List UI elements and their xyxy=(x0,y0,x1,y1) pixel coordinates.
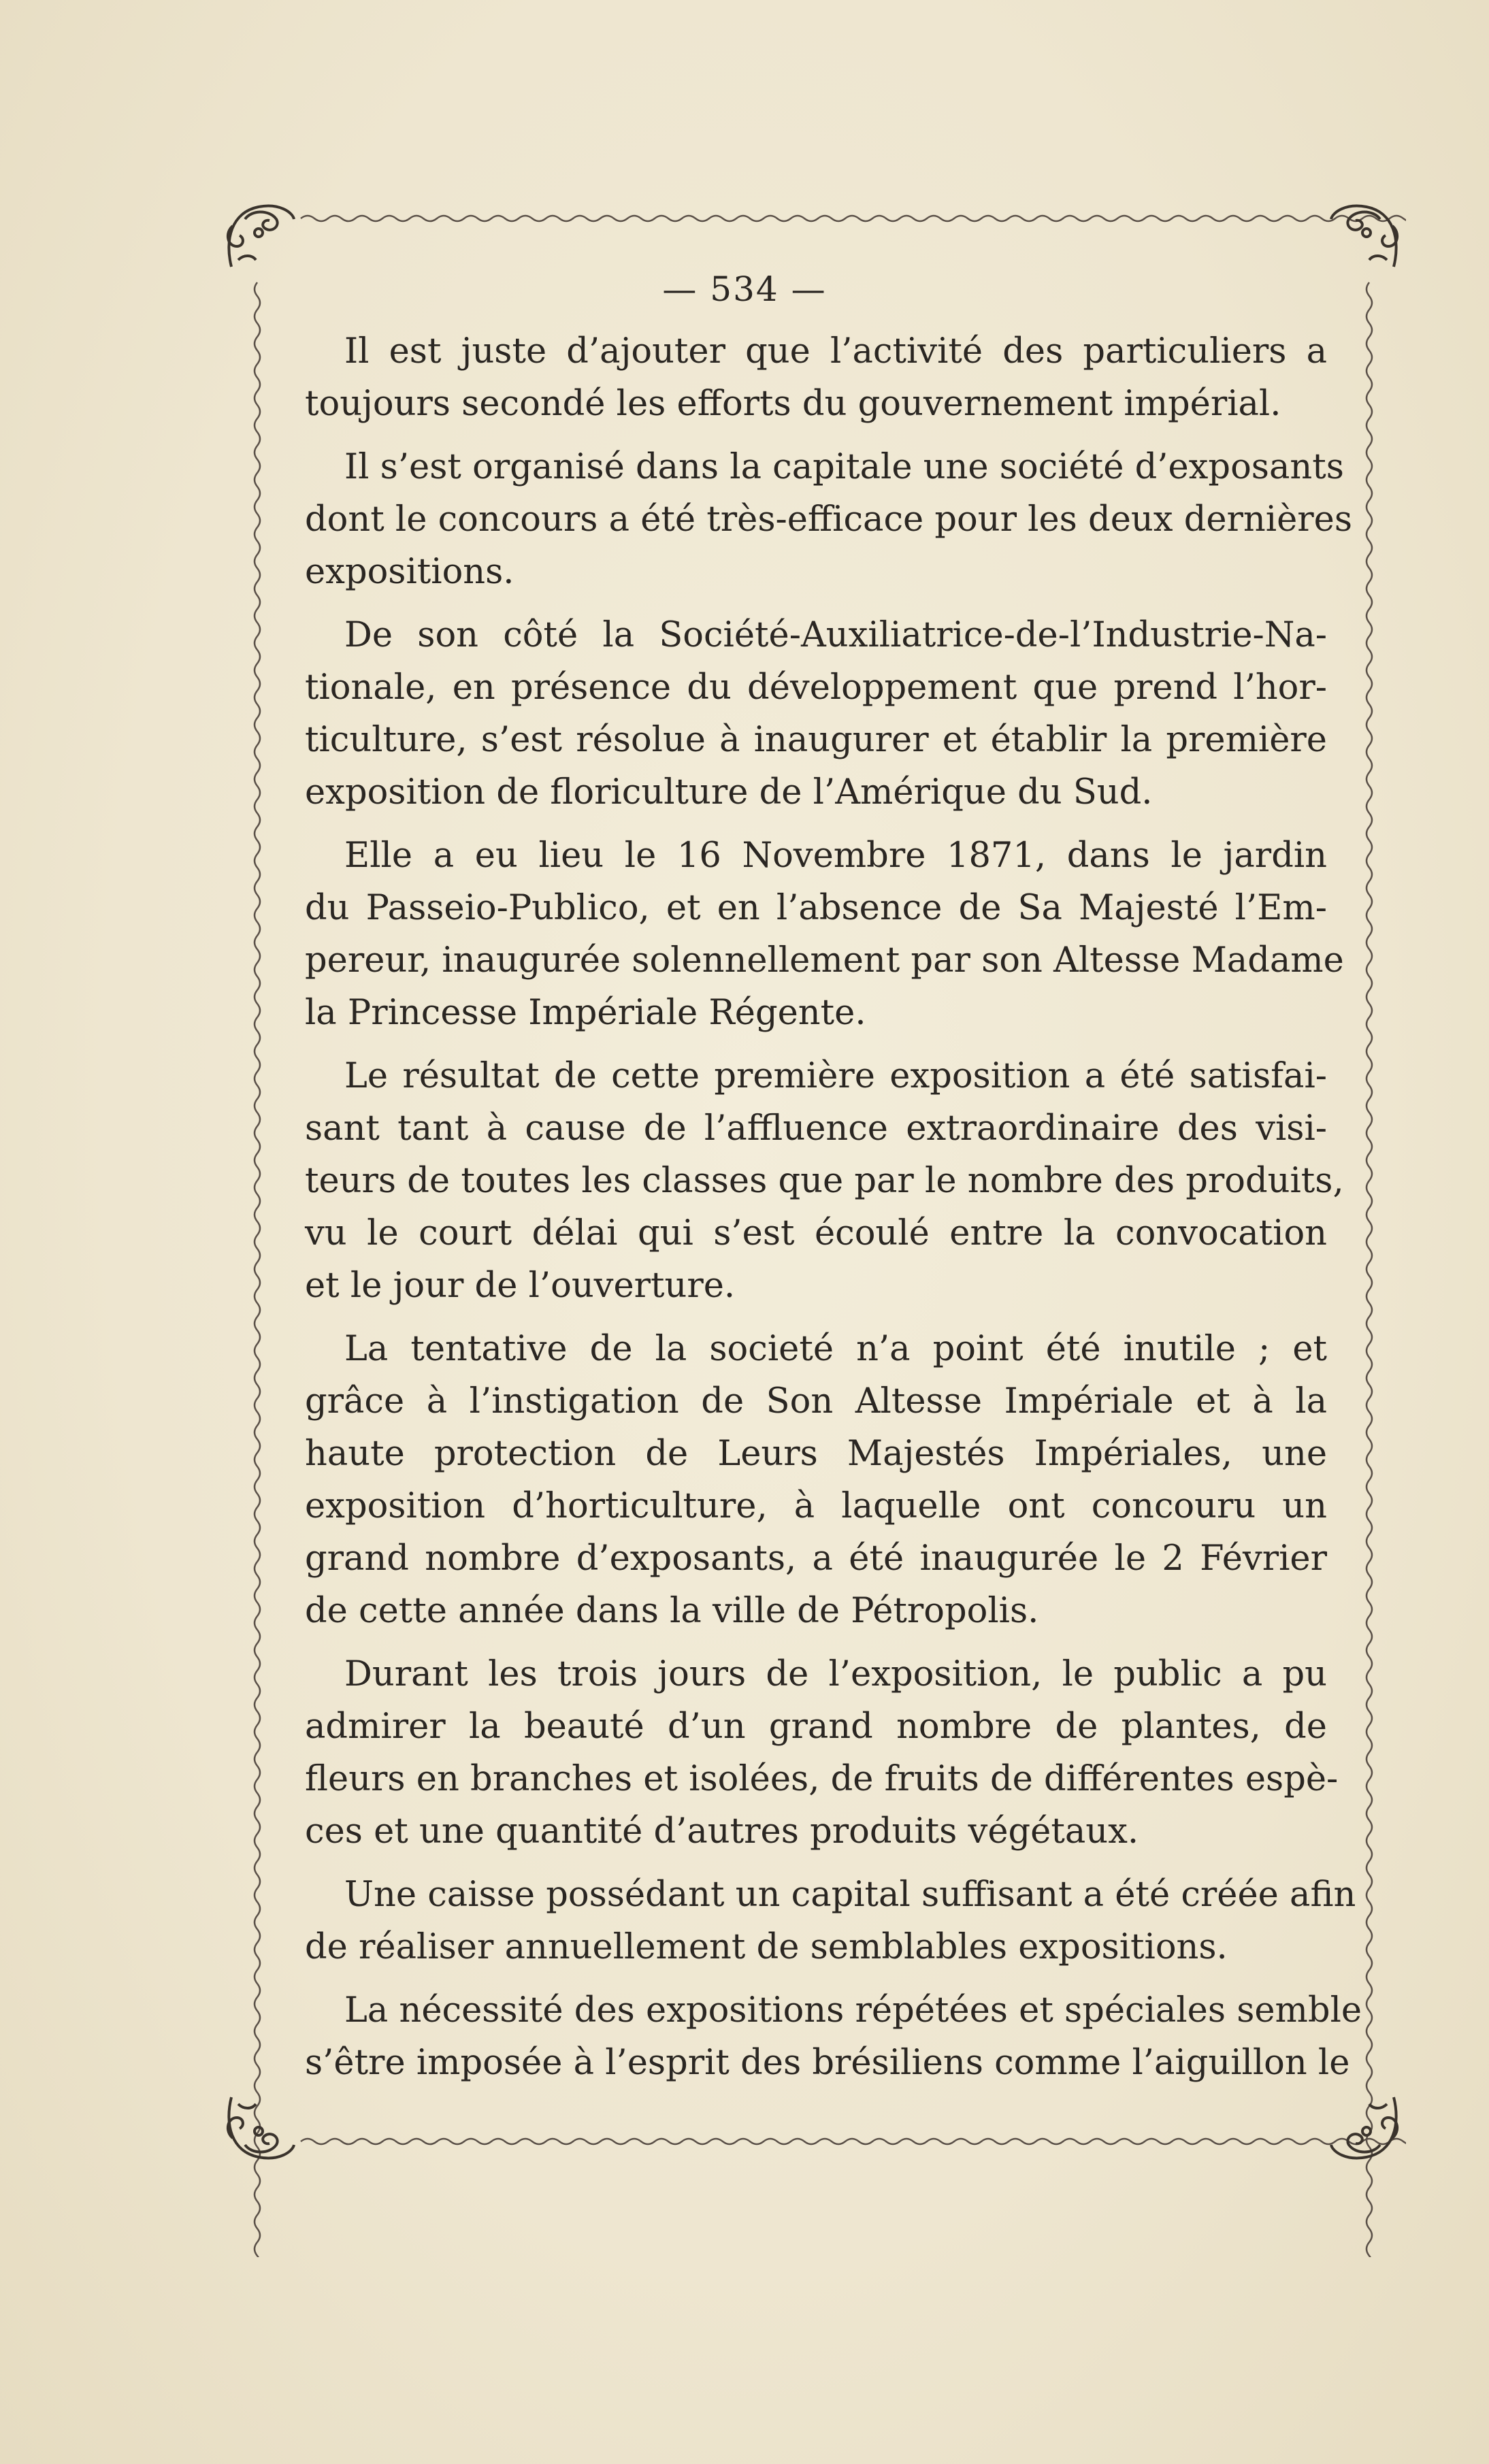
text-line: Durant les trois jours de l’exposition, le public a pu xyxy=(344,1654,1327,1694)
text-line: admirer la beauté d’un grand nombre de plantes, de xyxy=(305,1707,1327,1747)
text-line: Elle a eu lieu le 16 Novembre 1871, dans le jardin xyxy=(344,836,1327,876)
text-line: Il est juste d’ajouter que l’activité des particuliers a xyxy=(344,331,1327,372)
paragraph xyxy=(305,325,1327,430)
text-line: exposition d’horticulture, à laquelle ont concouru un xyxy=(305,1486,1327,1526)
wavy-right-border xyxy=(1367,282,1372,2257)
text-line: La tentative de la societé n’a point été inutile ; et xyxy=(344,1329,1327,1369)
wavy-top-border xyxy=(301,216,1406,221)
text-line: la Princesse Impériale Régente. xyxy=(305,993,866,1033)
text-line: dont le concours a été très-efficace pour les deux dernières xyxy=(305,499,1352,540)
text-line: expositions. xyxy=(305,552,514,592)
text-line: vu le court délai qui s’est écoulé entre la convocation xyxy=(305,1213,1327,1253)
text-line: pereur, inaugurée solennellement par son Altesse Madame xyxy=(305,940,1344,981)
text-line: sant tant à cause de l’affluence extraordinaire des visi- xyxy=(305,1108,1327,1149)
wavy-bottom-border xyxy=(301,2139,1406,2144)
text-line: La nécessité des expositions répétées et spéciales semble xyxy=(344,1990,1362,2031)
text-line: et le jour de l’ouverture. xyxy=(305,1266,736,1306)
text-line: ces et une quantité d’autres produits végétaux. xyxy=(305,1811,1139,1852)
paragraph xyxy=(305,441,1352,598)
text-line: grâce à l’instigation de Son Altesse Impériale et à la xyxy=(305,1381,1327,1422)
text-line: haute protection de Leurs Majestés Impériales, une xyxy=(305,1434,1327,1474)
text-line: toujours secondé les efforts du gouvernement impérial. xyxy=(305,384,1281,424)
corner-ornament-icon xyxy=(218,2084,306,2172)
page-number: — 534 — xyxy=(662,269,827,309)
paragraph xyxy=(305,1050,1344,1312)
text-line: s’être imposée à l’esprit des brésiliens comme l’aiguillon le xyxy=(305,2043,1350,2083)
text-line: exposition de floriculture de l’Amérique du Sud. xyxy=(305,772,1153,812)
wavy-left-border xyxy=(255,282,260,2257)
text-line: fleurs en branches et isolées, de fruits de différentes espè- xyxy=(305,1759,1339,1799)
text-line: Une caisse possédant un capital suffisant a été créée afin xyxy=(344,1875,1356,1915)
paragraph xyxy=(305,829,1344,1039)
corner-ornament-icon xyxy=(1319,2084,1407,2172)
text-line: Le résultat de cette première exposition a été satisfai- xyxy=(344,1056,1327,1096)
text-line: du Passeio-Publico, et en l’absence de Sa Majesté l’Em- xyxy=(305,888,1327,928)
text-line: tionale, en présence du développement que prend l’hor- xyxy=(305,668,1327,708)
corner-ornament-icon xyxy=(218,192,306,280)
paragraph xyxy=(305,1323,1327,1637)
text-line: Il s’est organisé dans la capitale une société d’exposants xyxy=(344,447,1344,487)
paragraph xyxy=(305,1869,1356,1973)
text-line: de cette année dans la ville de Pétropolis. xyxy=(305,1591,1039,1631)
text-line: De son côté la Société-Auxiliatrice-de-l’Industrie-Na- xyxy=(344,615,1327,655)
text-line: grand nombre d’exposants, a été inaugurée le 2 Février xyxy=(305,1539,1327,1579)
text-line: teurs de toutes les classes que par le nombre des produits, xyxy=(305,1161,1344,1201)
paragraph xyxy=(305,1984,1362,2089)
text-line: ticulture, s’est résolue à inaugurer et établir la première xyxy=(305,720,1327,760)
corner-ornament-icon xyxy=(1319,192,1407,280)
paragraph xyxy=(305,1648,1339,1858)
text-line: de réaliser annuellement de semblables expositions. xyxy=(305,1927,1228,1967)
body-text xyxy=(305,325,1362,2100)
paragraph xyxy=(305,609,1327,819)
